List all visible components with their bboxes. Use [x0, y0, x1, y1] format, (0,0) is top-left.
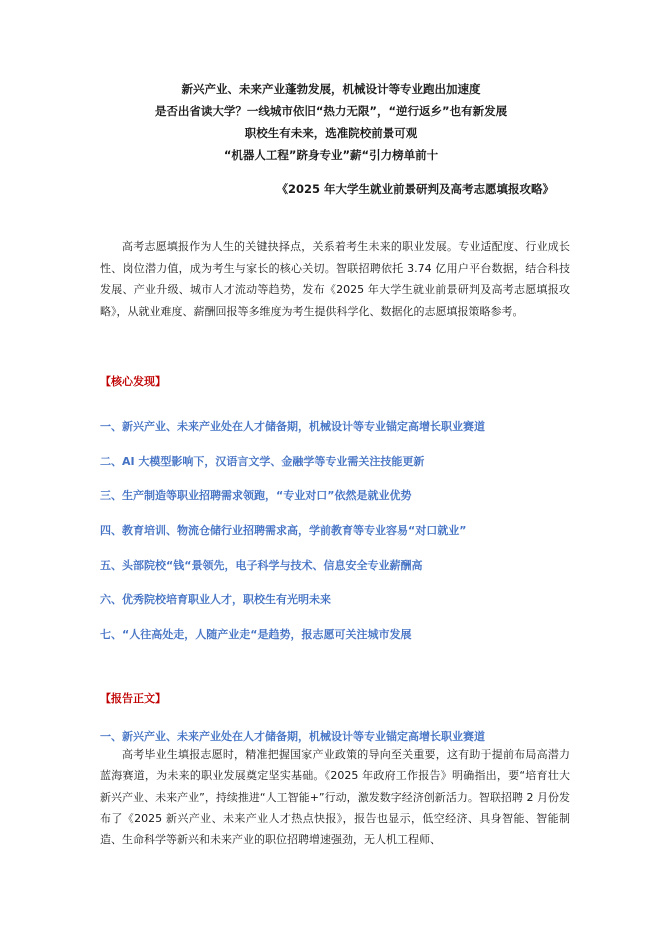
- report-title: 《2025 年大学生就业前景研判及高考志愿填报攻略》: [276, 182, 554, 196]
- headline-4: “机器人工程”跻身专业”薪“引力榜单前十: [223, 148, 439, 162]
- body-paragraph: 高考毕业生填报志愿时，精准把握国家产业政策的导向至关重要，这有助于提前布局高潜力蓝海赛道，为未来的职业发展奠定坚实基础。《2025 年政府工作报告》明确指出，要“培育壮大新兴产业、未来产业”，持续推进“人工智能+”行动，激发数字经济创新活力。智联招聘 2 月份发布了《2025 新兴产业、未来产业人才热点快报》，报告也显示，低空经济、具身智能、智能制造、生命科学等新兴和未来产业的职位招聘增速强劲，无人机工程师、: [100, 748, 570, 847]
- report-body-label: 【报告正文】: [100, 692, 166, 705]
- body-section-heading: 一、新兴产业、未来产业处在人才储备期，机械设计等专业锚定高增长职业赛道: [100, 730, 485, 743]
- finding-item-2: 二、AI 大模型影响下，汉语言文学、金融学等专业需关注技能更新: [100, 454, 425, 468]
- finding-item-3: 三、生产制造等职业招聘需求领跑，“专业对口”依然是就业优势: [100, 489, 412, 503]
- finding-item-4: 四、教育培训、物流仓储行业招聘需求高，学前教育等专业容易“对口就业”: [100, 524, 467, 538]
- headline-3: 职校生有未来，选准院校前景可观: [244, 126, 418, 140]
- finding-item-6: 六、优秀院校培育职业人才，职校生有光明未来: [100, 593, 331, 607]
- intro-paragraph: 高考志愿填报作为人生的关键抉择点，关系着考生未来的职业发展。专业适配度、行业成长性、岗位潜力值，成为考生与家长的核心关切。智联招聘依托 3.74 亿用户平台数据，结合科技发展、产业升级、城市人才流动等趋势，发布《2025 年大学生就业前景研判及高考志愿填报攻略》，从就业难度、薪酬回报等多维度为考生提供科学化、数据化的志愿填报策略参考。: [100, 240, 570, 318]
- core-findings-list: [100, 418, 570, 661]
- finding-item-7: 七、“人往高处走，人随产业走“是趋势，报志愿可关注城市发展: [100, 628, 412, 642]
- finding-item-5: 五、头部院校“钱“景领先，电子科学与技术、信息安全专业薪酬高: [100, 558, 423, 572]
- headline-1: 新兴产业、未来产业蓬勃发展，机械设计等专业跑出加速度: [181, 82, 481, 96]
- headline-2: 是否出省读大学？一线城市依旧“热力无限”，“逆行返乡”也有新发展: [154, 104, 508, 118]
- headline-block: [0, 78, 662, 166]
- finding-item-1: 一、新兴产业、未来产业处在人才储备期，机械设计等专业锚定高增长职业赛道: [100, 420, 485, 433]
- core-findings-label: 【核心发现】: [100, 375, 166, 388]
